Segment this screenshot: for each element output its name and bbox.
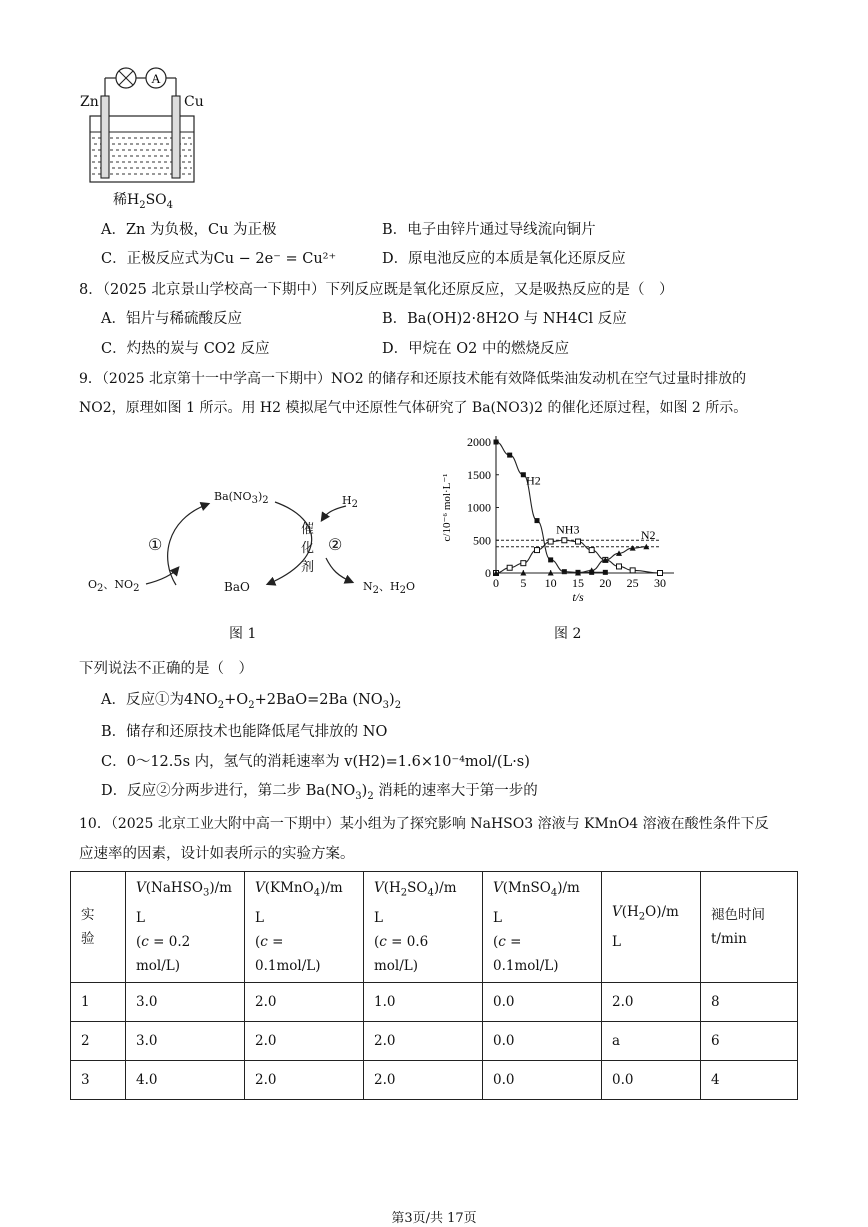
data-point-h2 [494, 440, 499, 445]
q9-option-b[interactable]: B．储存和还原技术也能降低尾气排放的 NO [101, 724, 388, 740]
q10-stem-line2: 应速率的因素，设计如表所示的实验方案。 [79, 846, 355, 862]
header-cell: 实 验 [71, 872, 126, 983]
q9-option-a[interactable]: A．反应①为$4NO_2+O_2+2BaO=2Ba$ $(NO_3)_2$ [101, 692, 402, 711]
fig1-left-input: $O_2$、$NO_2$ [88, 578, 140, 595]
table-cell: 2.0 [245, 982, 364, 1021]
cu-label: Cu [184, 94, 204, 110]
y-tick-label: 0 [485, 566, 491, 580]
q7-option-c[interactable]: C．正极反应式为Cu − 2e⁻ = Cu²⁺ [101, 251, 337, 267]
table-cell: 3 [71, 1060, 126, 1099]
table-cell: 1 [71, 982, 126, 1021]
series-label-nh3: NH3 [556, 522, 580, 537]
fig2-caption: 图 2 [554, 626, 582, 642]
fig1-caption: 图 1 [229, 626, 257, 642]
header-cell: 褪色时间 t/min [701, 872, 798, 983]
y-tick-label: 1000 [467, 500, 491, 515]
data-point-nh3 [658, 571, 663, 576]
page-footer: 第3页/共 17页 [391, 1211, 477, 1226]
svg-text:A: A [151, 71, 161, 86]
data-point-nh3 [562, 538, 567, 543]
ammeter-icon [146, 68, 166, 88]
table-cell: 2.0 [364, 1021, 483, 1060]
q8-option-a[interactable]: A．铝片与稀硫酸反应 [101, 311, 242, 327]
table-cell: a [602, 1021, 701, 1060]
table-cell: 2.0 [602, 982, 701, 1021]
table-row [71, 982, 798, 1021]
fig1-right-input: $H_2$ [342, 494, 358, 511]
galvanic-cell-diagram [76, 60, 216, 210]
table-cell: 4.0 [126, 1060, 245, 1099]
data-point-h2 [603, 570, 608, 575]
q9-option-d[interactable]: D．反应②分两步进行，第二步 $Ba(NO_3)_2$ 消耗的速率大于第一步的 [101, 783, 538, 802]
table-row [71, 1060, 798, 1099]
x-tick-label: 10 [544, 576, 557, 590]
x-tick-label: 25 [626, 576, 639, 590]
y-tick-label: 500 [473, 533, 491, 548]
table-cell: 0.0 [483, 982, 602, 1021]
data-point-nh3 [548, 539, 553, 544]
q9-option-c[interactable]: C．0～12.5s 内，氢气的消耗速率为 v(H2)=1.6×10⁻⁴mol/(L·s) [101, 754, 530, 770]
q9-stem-line1: 9．（2025 北京第十一中学高一下期中）NO2 的储存和还原技术能有效降低柴油发动机在空气过量时排放的 [79, 371, 747, 387]
q10-stem-line1: 10．（2025 北京工业大附中高一下期中）某小组为了探究影响 NaHSO3 溶液与 KMnO4 溶液在酸性条件下反 [79, 816, 769, 832]
y-tick-label: 2000 [467, 435, 491, 449]
table-cell: 4 [701, 1060, 798, 1099]
figure2-concentration-chart [430, 430, 690, 630]
table-cell: 2.0 [364, 1060, 483, 1099]
table-cell: 0.0 [483, 1021, 602, 1060]
series-line-n2 [496, 547, 646, 573]
series-label-n2: N2 [640, 527, 656, 542]
data-point-nh3 [617, 564, 622, 569]
data-point-h2 [507, 453, 512, 458]
x-tick-label: 30 [654, 576, 666, 590]
table-cell: 2.0 [245, 1021, 364, 1060]
data-point-nh3 [507, 565, 512, 570]
table-cell: 3.0 [126, 1021, 245, 1060]
solution-label: 稀$H_2SO_4$ [113, 192, 174, 211]
data-point-nh3 [576, 539, 581, 544]
data-point-nh3 [630, 568, 635, 573]
experiment-table [70, 871, 798, 1100]
data-point-h2 [535, 518, 540, 523]
fig1-bottom-label: BaO [224, 580, 250, 594]
q7-option-a[interactable]: A．Zn 为负极，Cu 为正极 [101, 222, 277, 238]
series-label-h2: H2 [526, 473, 541, 488]
table-cell: 0.0 [602, 1060, 701, 1099]
y-axis-label: c/10⁻⁶ mol·L⁻¹ [441, 473, 453, 542]
x-tick-label: 20 [599, 576, 612, 590]
data-point-nh3 [535, 548, 540, 553]
x-tick-label: 0 [493, 576, 499, 590]
q7-option-d[interactable]: D．原电池反应的本质是氧化还原反应 [382, 251, 626, 267]
q8-option-b[interactable]: B．Ba(OH)2·8H2O 与 NH4Cl 反应 [382, 311, 627, 327]
q8-stem: 8．（2025 北京景山学校高一下期中）下列反应既是氧化还原反应，又是吸热反应的是（ ） [79, 282, 674, 298]
x-axis-label: t/s [572, 590, 584, 604]
q9-stem-line2: NO2，原理如图 1 所示。用 H2 模拟尾气中还原性气体研究了 Ba(NO3)2 的催化还原过程，如图 2 所示。 [79, 400, 748, 416]
fig1-catalyst-2: 化 [301, 541, 315, 556]
x-tick-label: 5 [520, 576, 527, 590]
data-point-nh3 [521, 561, 526, 566]
fig1-right-output: $N_2$、$H_2O$ [363, 580, 415, 597]
header-cell: V(NaHSO$_3$)/m L (c = 0.2 mol/L) [126, 872, 245, 983]
data-point-nh3 [589, 548, 594, 553]
q9-prompt: 下列说法不正确的是（ ） [79, 661, 253, 677]
table-header-row [71, 872, 798, 983]
fig1-step2: ② [328, 535, 343, 554]
fig1-step1: ① [148, 535, 163, 554]
q7-option-b[interactable]: B．电子由锌片通过导线流向铜片 [382, 222, 596, 238]
q8-option-d[interactable]: D．甲烷在 O2 中的燃烧反应 [382, 341, 569, 357]
fig1-catalyst-3: 剂 [301, 560, 315, 575]
table-cell: 1.0 [364, 982, 483, 1021]
table-cell: 0.0 [483, 1060, 602, 1099]
data-point-h2 [548, 557, 553, 562]
y-tick-label: 1500 [467, 467, 491, 482]
table-cell: 2.0 [245, 1060, 364, 1099]
x-tick-label: 15 [572, 576, 584, 590]
table-cell: 8 [701, 982, 798, 1021]
fig1-top-label: $Ba(NO_3)_2$ [214, 490, 269, 507]
table-cell: 3.0 [126, 982, 245, 1021]
header-cell: V(MnSO$_4$)/m L (c = 0.1mol/L) [483, 872, 602, 983]
header-cell: $V(H_2O)/m$ L [602, 872, 701, 983]
q8-option-c[interactable]: C．灼热的炭与 CO2 反应 [101, 341, 270, 357]
table-row [71, 1021, 798, 1060]
table-cell: 2 [71, 1021, 126, 1060]
header-cell: $V(H_2SO_4)/m$ L (c = 0.6 mol/L) [364, 872, 483, 983]
table-cell: 6 [701, 1021, 798, 1060]
zn-label: Zn [80, 94, 99, 110]
fig1-catalyst-1: 催 [301, 522, 315, 537]
header-cell: V(KMnO$_4$)/m L (c = 0.1mol/L) [245, 872, 364, 983]
cu-electrode [172, 96, 180, 178]
zn-electrode [101, 96, 109, 178]
lamp-icon [116, 68, 136, 88]
